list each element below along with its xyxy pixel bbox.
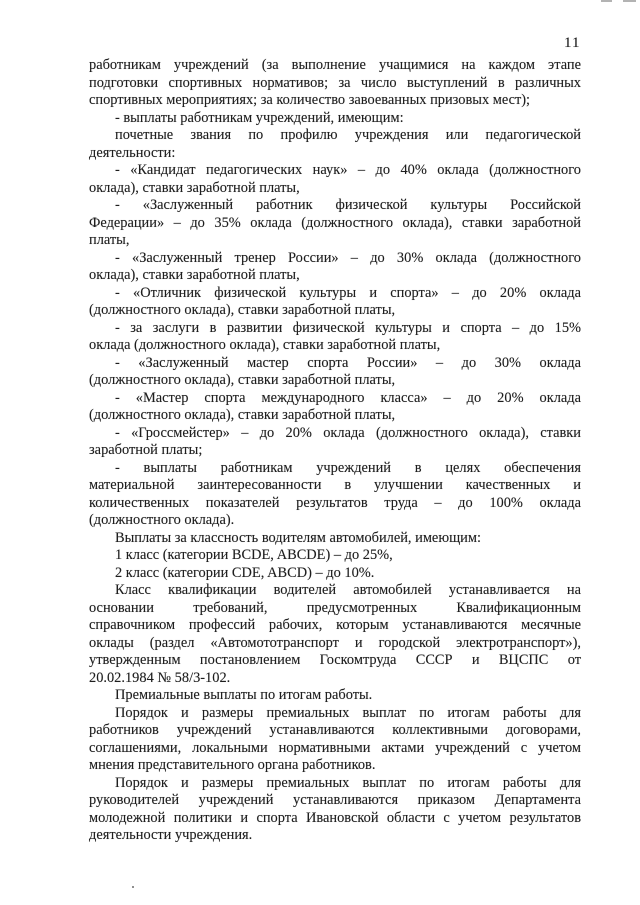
- text-line: спортивных мероприятиях; за количество завоеванных призовых мест);: [89, 92, 531, 108]
- text-line: количественных показателей результатов труда – до 100% оклада: [89, 494, 581, 511]
- text-line: - выплаты работникам учреждений, имеющим:: [115, 109, 404, 126]
- text-line: - «Отличник физической культуры и спорта» – до 20% оклада: [115, 284, 581, 301]
- text-line: Премиальные выплаты по итогам работы.: [115, 687, 373, 703]
- text-line: - «Заслуженный мастер спорта России» – до 30% оклада: [115, 354, 581, 371]
- scan-artifact-dash: [601, 0, 612, 2]
- text-line: Выплаты за классность водителям автомобилей, имеющим:: [115, 529, 481, 546]
- text-line: - за заслуги в развитии физической культуры и спорта – до 15%: [115, 319, 581, 336]
- text-line: Класс квалификации водителей автомобилей устанавливается на: [115, 582, 581, 598]
- text-line: - «Заслуженный тренер России» – до 30% оклада (должностного: [115, 249, 581, 266]
- scan-artifact-speck: [132, 886, 134, 888]
- text-line: Федерации» – до 35% оклада (должностного оклада), ставки заработной: [89, 214, 581, 231]
- text-line: материальной заинтересованности в улучшении качественных и: [89, 477, 581, 493]
- text-line: деятельности учреждения.: [89, 827, 253, 843]
- text-line: справочником профессий рабочих, которым устанавливаются месячные: [89, 617, 581, 633]
- document-body: [89, 57, 581, 845]
- text-line: оклады (раздел «Автомототранспорт и городской электротранспорт»),: [89, 634, 581, 651]
- text-line: оклада), ставки заработной платы,: [89, 267, 300, 283]
- text-line: (должностного оклада), ставки заработной платы,: [89, 302, 396, 318]
- text-line: (должностного оклада).: [89, 512, 235, 528]
- text-line: заработной платы;: [89, 442, 203, 458]
- text-line: - «Заслуженный работник физической культуры Российской: [115, 197, 581, 213]
- text-line: оклада (должностного оклада), ставки заработной платы,: [89, 337, 441, 353]
- text-line: - «Мастер спорта международного класса» – до 20% оклада: [115, 389, 581, 406]
- text-line: Порядок и размеры премиальных выплат по итогам работы для: [115, 704, 581, 721]
- text-line: - «Гроссмейстер» – до 20% оклада (должностного оклада), ставки: [115, 424, 581, 441]
- text-line: соглашениями, локальными нормативными актами учреждений с учетом: [89, 739, 581, 756]
- text-line: 20.02.1984 № 58/3-102.: [89, 669, 231, 686]
- text-line: утвержденным постановлением Госкомтруда СССР и ВЦСПС от: [89, 652, 581, 668]
- text-line: основании требований, предусмотренных Квалификационным: [89, 599, 581, 616]
- text-line: мнения представительного органа работников.: [89, 757, 376, 773]
- text-line: платы,: [89, 232, 130, 248]
- text-line: молодежной политики и спорта Ивановской области с учетом результатов: [89, 809, 581, 826]
- text-line: - выплаты работникам учреждений в целях обеспечения: [115, 459, 581, 476]
- text-line: деятельности:: [89, 144, 176, 161]
- text-line: работников учреждений устанавливаются коллективными договорами,: [89, 722, 581, 738]
- text-line: (должностного оклада), ставки заработной платы,: [89, 407, 396, 423]
- text-line: оклада), ставки заработной платы,: [89, 179, 300, 196]
- page-number: 11: [564, 35, 581, 51]
- text-line: почетные звания по профилю учреждения или педагогической: [115, 127, 581, 143]
- text-line: - «Кандидат педагогических наук» – до 40% оклада (должностного: [115, 162, 581, 178]
- text-line: подготовки спортивных нормативов; за число выступлений в различных: [89, 74, 581, 91]
- text-line: Порядок и размеры премиальных выплат по итогам работы для: [115, 774, 581, 791]
- text-line: 2 класс (категории CDE, ABCD) – до 10%.: [115, 564, 375, 581]
- text-line: работникам учреждений (за выполнение учащимися на каждом этапе: [89, 57, 581, 73]
- scan-artifact-dash: [623, 0, 636, 2]
- text-line: руководителей учреждений устанавливаются приказом Департамента: [89, 792, 581, 808]
- text-line: 1 класс (категории BCDE, ABCDE) – до 25%,: [115, 547, 393, 563]
- text-line: (должностного оклада), ставки заработной платы,: [89, 372, 396, 388]
